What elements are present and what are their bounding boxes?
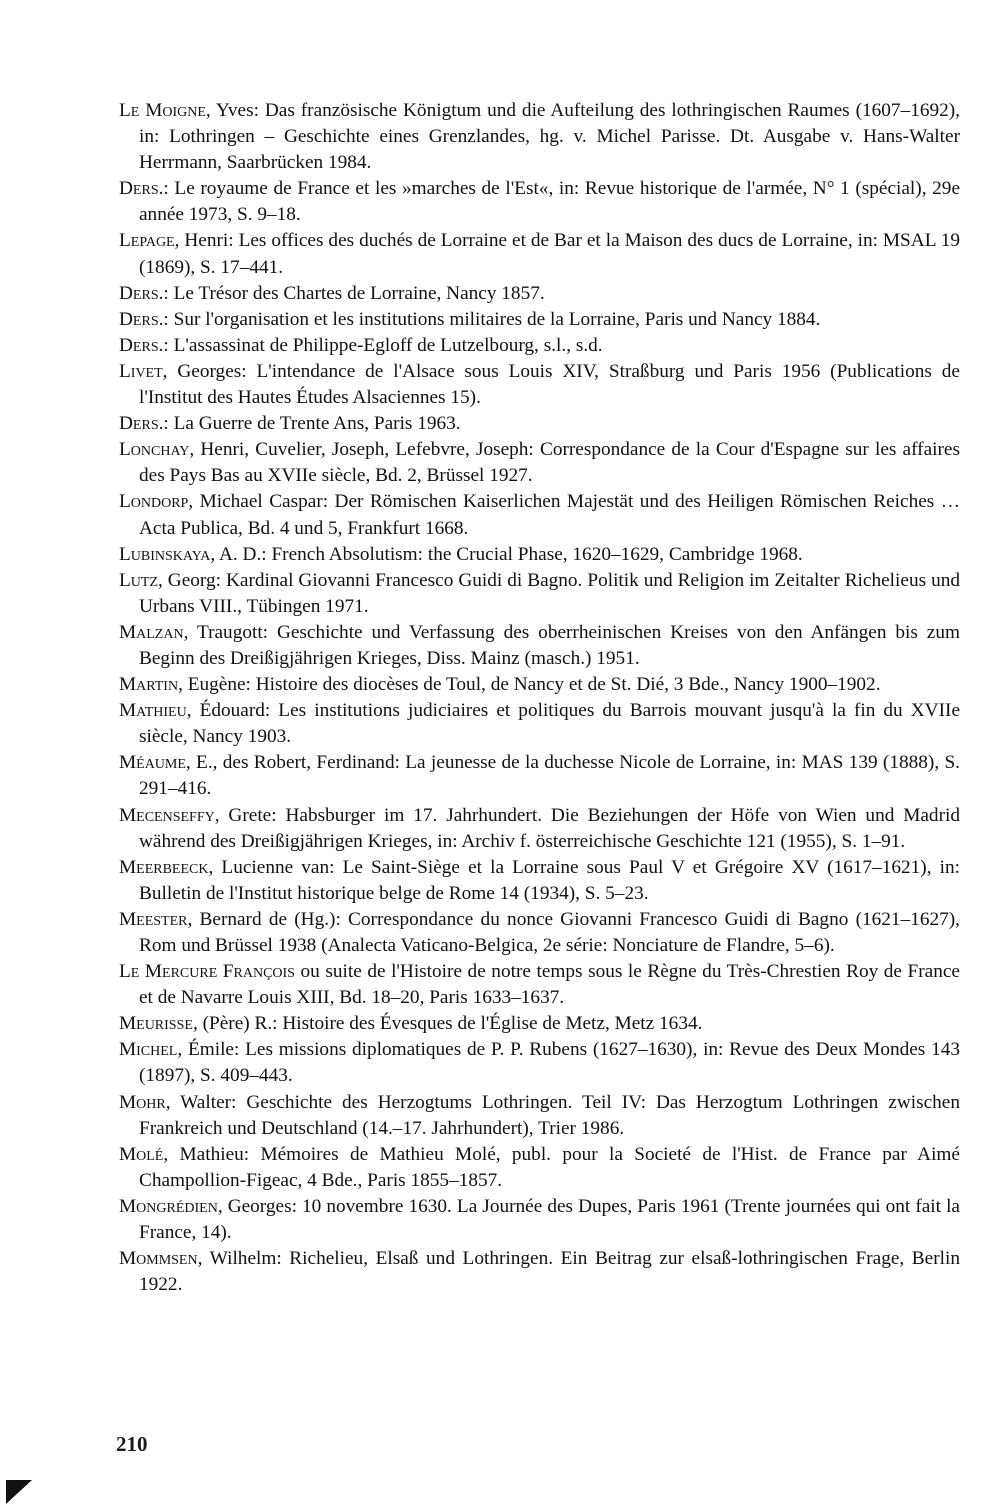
entry-text: : Sur l'organisation et les institutions militaires de la Lorraine, Paris und Nancy 1884.	[163, 308, 821, 330]
bibliography-entry	[119, 803, 960, 855]
bibliography-entry	[119, 281, 960, 307]
bibliography-entry	[119, 620, 960, 672]
entry-author: Michel	[119, 1039, 178, 1061]
entry-text: , Georges: 10 novembre 1630. La Journée des Dupes, Paris 1961 (Trente journées qui ont fait la France, 14).	[139, 1195, 960, 1244]
entry-author: Ders.	[119, 178, 164, 200]
bibliography-entry	[119, 489, 960, 541]
bibliography-entry	[119, 959, 960, 1011]
entry-text: : La Guerre de Trente Ans, Paris 1963.	[163, 413, 461, 435]
entry-author: Mecenseffy	[119, 804, 215, 826]
entry-text: , Émile: Les missions diplomatiques de P. P. Rubens (1627–1630), in: Revue des Deux Mondes 143 (1897), S. 409–443.	[139, 1039, 960, 1087]
bibliography-entry	[119, 672, 960, 698]
bibliography-entry	[119, 542, 960, 568]
entry-text: , Lucienne van: Le Saint-Siège et la Lorraine sous Paul V et Grégoire XV (1617–1621), in: Bulletin de l'Institut historique belge de Rome 14 (1934), S. 5–23.	[139, 856, 960, 904]
entry-author: Mohr	[119, 1091, 166, 1113]
entry-text: , Yves: Das französische Königtum und die Aufteilung des lothringischen Raumes (1607–1692), in: Lothringen – Geschichte eines Grenzlandes, hg. v. Michel Parisse. Dt. Ausgabe v. Hans-Walter Herrmann, Saarbrücken 1984.	[139, 100, 960, 174]
entry-author: Malzan	[119, 621, 184, 643]
entry-author: Ders.	[119, 308, 164, 330]
bibliography-entry	[119, 1090, 960, 1142]
entry-text: : L'assassinat de Philippe-Egloff de Lutzelbourg, s.l., s.d.	[163, 334, 603, 356]
bibliography-entry	[119, 359, 960, 411]
entry-text: , Georg: Kardinal Giovanni Francesco Guidi di Bagno. Politik und Religion im Zeitalter Richelieus und Urbans VIII., Tübingen 1971.	[139, 569, 960, 617]
page-corner-mark	[6, 1480, 32, 1504]
entry-text: , Georges: L'intendance de l'Alsace sous Louis XIV, Straßburg und Paris 1956 (Publications de l'Institut des Hautes Études Alsaciennes 15).	[139, 360, 960, 409]
bibliography-entry	[119, 228, 960, 280]
entry-author: Lepage	[119, 230, 175, 252]
entry-text: ou suite de l'Histoire de notre temps sous le Règne du Très-Chrestien Roy de France et de Navarre Louis XIII, Bd. 18–20, Paris 1633–1637.	[139, 961, 960, 1009]
entry-text: , E., des Robert, Ferdinand: La jeunesse de la duchesse Nicole de Lorraine, in: MAS 139 (1888), S. 291–416.	[139, 752, 960, 800]
entry-text: : Le Trésor des Chartes de Lorraine, Nancy 1857.	[163, 282, 545, 304]
bibliography-entry	[119, 437, 960, 489]
bibliography-entry	[119, 855, 960, 907]
entry-author: Londorp	[119, 491, 189, 513]
entry-author: Méaume	[119, 752, 186, 774]
entry-author: Lubinskaya	[119, 543, 211, 565]
bibliography-list	[119, 98, 960, 1298]
entry-author: Le Mercure François	[119, 961, 295, 983]
entry-text: : Le royaume de France et les »marches de l'Est«, in: Revue historique de l'armée, N° 1 (spécial), 29e année 1973, S. 9–18.	[139, 178, 960, 226]
entry-text: , Bernard de (Hg.): Correspondance du nonce Giovanni Francesco Guidi di Bagno (1621–1627), Rom und Brüssel 1938 (Analecta Vaticano-Belgica, 2e série: Nonciature de Flandre, 5–6).	[139, 908, 960, 956]
entry-text: , Walter: Geschichte des Herzogtums Lothringen. Teil IV: Das Herzogtum Lothringen zwischen Frankreich und Deutschland (14.–17. Jahrhundert), Trier 1986.	[139, 1091, 960, 1139]
bibliography-entry	[119, 333, 960, 359]
bibliography-entry	[119, 98, 960, 176]
bibliography-entry	[119, 176, 960, 228]
bibliography-entry	[119, 1037, 960, 1089]
bibliography-entry	[119, 750, 960, 802]
entry-author: Ders.	[119, 334, 164, 356]
bibliography-entry	[119, 698, 960, 750]
entry-author: Ders.	[119, 413, 164, 435]
entry-text: , Édouard: Les institutions judiciaires et politiques du Barrois mouvant jusqu'à la fin du XVIIe siècle, Nancy 1903.	[139, 700, 960, 748]
entry-author: Martin	[119, 674, 179, 696]
entry-text: , A. D.: French Absolutism: the Crucial Phase, 1620–1629, Cambridge 1968.	[210, 543, 803, 565]
page-number: 210	[116, 1432, 148, 1456]
entry-text: , Traugott: Geschichte und Verfassung des oberrheinischen Kreises von den Anfängen bis zum Beginn des Dreißigjährigen Krieges, Diss. Mainz (masch.) 1951.	[139, 621, 960, 669]
entry-author: Meerbeeck	[119, 856, 209, 878]
bibliography-entry	[119, 307, 960, 333]
entry-author: Le Moigne	[119, 100, 206, 121]
entry-author: Molé	[119, 1143, 164, 1165]
entry-text: , Henri, Cuvelier, Joseph, Lefebvre, Joseph: Correspondance de la Cour d'Espagne sur les affaires des Pays Bas au XVIIe siècle, Bd. 2, Brüssel 1927.	[139, 439, 960, 487]
entry-author: Mathieu	[119, 700, 187, 722]
entry-author: Livet	[119, 360, 163, 382]
bibliography-entry	[119, 568, 960, 620]
entry-text: , Michael Caspar: Der Römischen Kaiserlichen Majestät und des Heiligen Römischen Reiches … Acta Publica, Bd. 4 und 5, Frankfurt 1668.	[139, 491, 960, 539]
bibliography-entry	[119, 1011, 960, 1037]
bibliography-entry	[119, 411, 960, 437]
entry-text: , (Père) R.: Histoire des Évesques de l'Église de Metz, Metz 1634.	[192, 1013, 703, 1035]
entry-text: , Grete: Habsburger im 17. Jahrhundert. Die Beziehungen der Höfe von Wien und Madrid während des Dreißigjährigen Krieges, in: Archiv f. österreichische Geschichte 121 (1955), S. 1–91.	[139, 804, 960, 852]
bibliography-entry	[119, 1194, 960, 1246]
entry-text: , Eugène: Histoire des diocèses de Toul, de Nancy et de St. Dié, 3 Bde., Nancy 1900–1902.	[178, 674, 881, 696]
bibliography-entry	[119, 1142, 960, 1194]
entry-author: Mommsen	[119, 1248, 198, 1270]
entry-text: , Henri: Les offices des duchés de Lorraine et de Bar et la Maison des ducs de Lorraine, in: MSAL 19 (1869), S. 17–441.	[139, 230, 960, 278]
entry-author: Meurisse	[119, 1013, 193, 1035]
entry-text: , Wilhelm: Richelieu, Elsaß und Lothringen. Ein Beitrag zur elsaß-lothringischen Frage, Berlin 1922.	[139, 1248, 960, 1296]
entry-author: Meester	[119, 908, 188, 930]
entry-author: Lutz	[119, 569, 158, 591]
bibliography-entry	[119, 907, 960, 959]
entry-author: Mongrédien	[119, 1195, 218, 1217]
entry-author: Ders.	[119, 282, 164, 304]
bibliography-entry	[119, 1246, 960, 1298]
entry-author: Lonchay	[119, 439, 190, 461]
entry-text: , Mathieu: Mémoires de Mathieu Molé, publ. pour la Societé de l'Hist. de France par Aimé Champollion-Figeac, 4 Bde., Paris 1855–1857.	[139, 1143, 960, 1191]
